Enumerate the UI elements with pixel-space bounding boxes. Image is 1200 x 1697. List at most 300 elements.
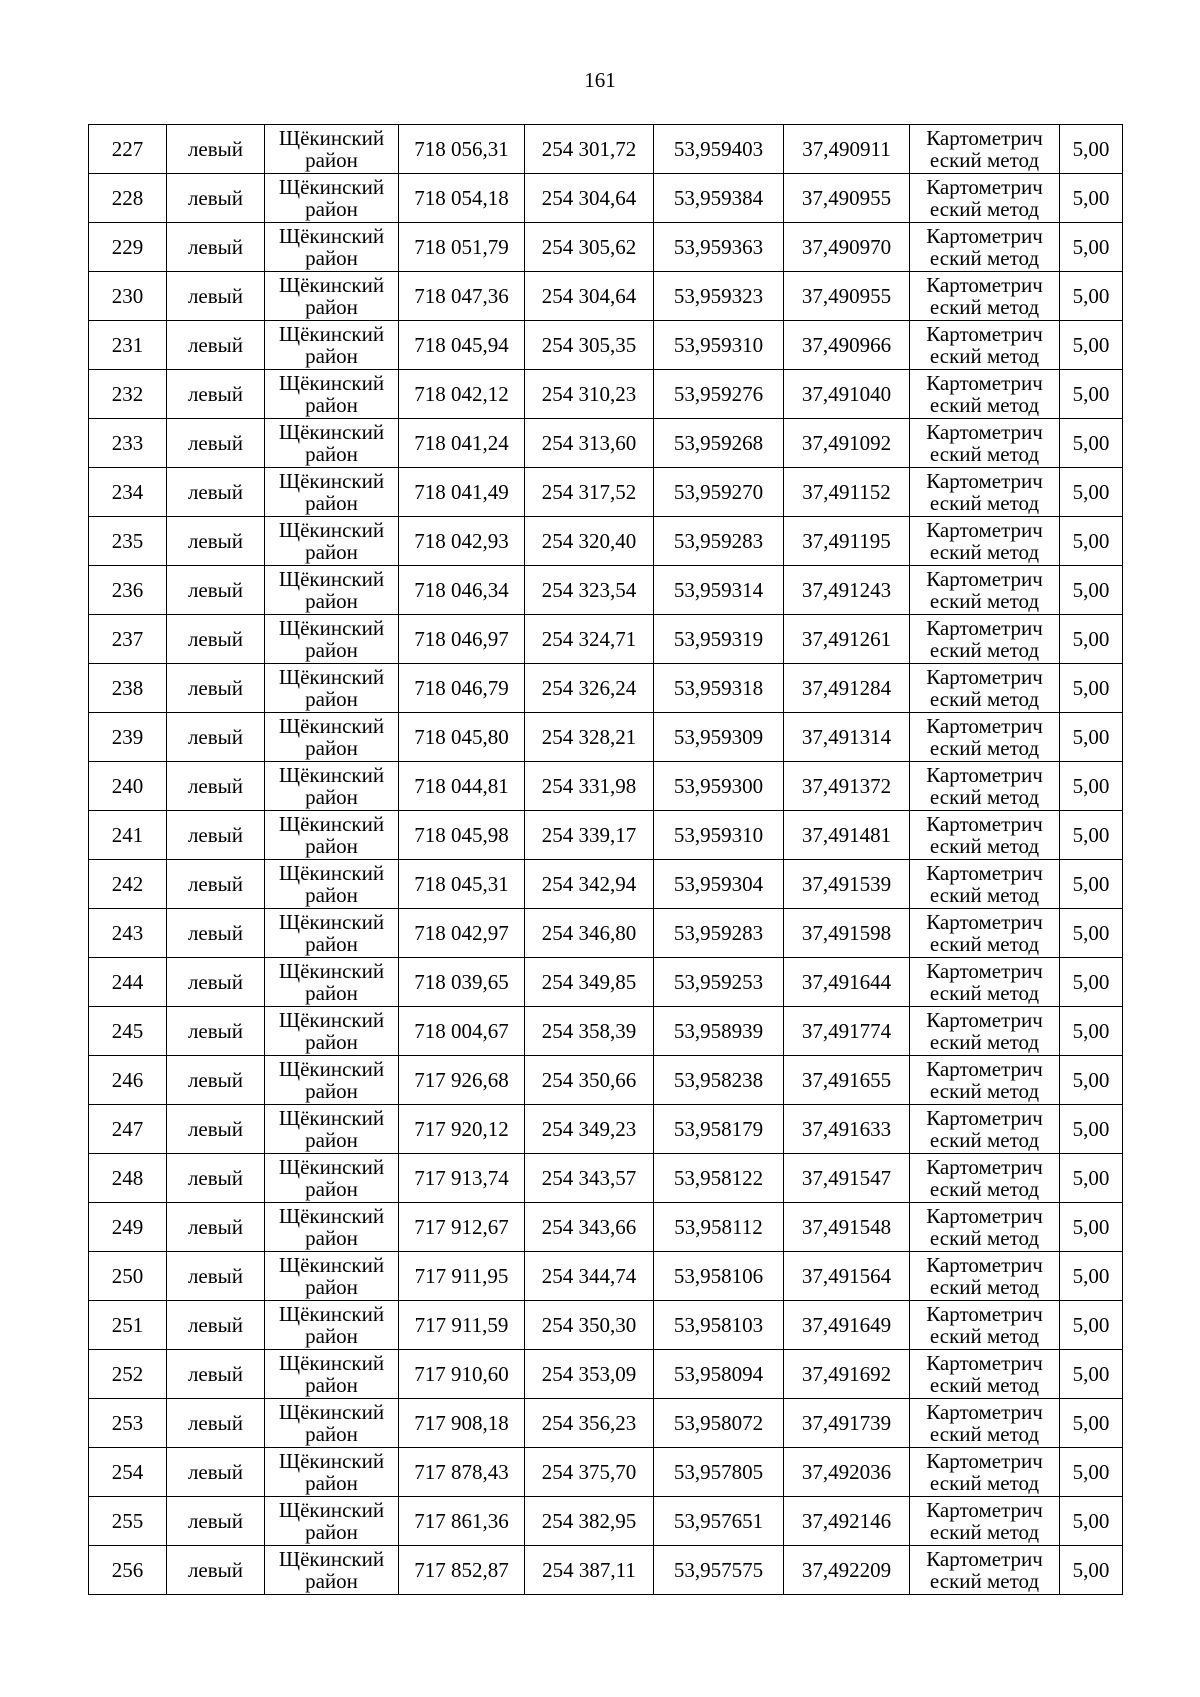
- point-number-cell: 248: [89, 1154, 167, 1203]
- district-line-2: район: [305, 687, 358, 711]
- method-line-1: Картометрич: [926, 1449, 1043, 1473]
- district-line-2: район: [305, 1226, 358, 1250]
- latitude-cell: 53,959403: [654, 125, 784, 174]
- table-row: [89, 811, 1123, 860]
- method-cell: [910, 958, 1060, 1007]
- method-line-2: еский метод: [929, 295, 1040, 319]
- table-row: [89, 664, 1123, 713]
- x-coordinate-cell: 718 051,79: [399, 223, 525, 272]
- district-line-2: район: [305, 1569, 358, 1593]
- accuracy-cell: 5,00: [1060, 1399, 1123, 1448]
- table-row: [89, 1252, 1123, 1301]
- district-cell: [265, 272, 399, 321]
- district-line-2: район: [305, 344, 358, 368]
- latitude-cell: 53,957575: [654, 1546, 784, 1595]
- method-cell: [910, 566, 1060, 615]
- method-line-1: Картометрич: [926, 665, 1043, 689]
- longitude-cell: 37,491539: [784, 860, 910, 909]
- y-coordinate-cell: 254 304,64: [525, 272, 654, 321]
- district-line-1: Щёкинский: [278, 518, 385, 542]
- longitude-cell: 37,491598: [784, 909, 910, 958]
- accuracy-cell: 5,00: [1060, 125, 1123, 174]
- longitude-cell: 37,491644: [784, 958, 910, 1007]
- side-cell: левый: [167, 321, 265, 370]
- method-line-1: Картометрич: [926, 763, 1043, 787]
- point-number-cell: 256: [89, 1546, 167, 1595]
- x-coordinate-cell: 717 852,87: [399, 1546, 525, 1595]
- x-coordinate-cell: 718 042,93: [399, 517, 525, 566]
- district-line-2: район: [305, 1373, 358, 1397]
- method-line-1: Картометрич: [926, 273, 1043, 297]
- method-line-1: Картометрич: [926, 1008, 1043, 1032]
- longitude-cell: 37,491655: [784, 1056, 910, 1105]
- latitude-cell: 53,959304: [654, 860, 784, 909]
- method-cell: [910, 321, 1060, 370]
- method-cell: [910, 272, 1060, 321]
- accuracy-cell: 5,00: [1060, 272, 1123, 321]
- accuracy-cell: 5,00: [1060, 468, 1123, 517]
- method-cell: [910, 1203, 1060, 1252]
- method-line-1: Картометрич: [926, 1351, 1043, 1375]
- method-line-1: Картометрич: [926, 959, 1043, 983]
- accuracy-cell: 5,00: [1060, 1546, 1123, 1595]
- latitude-cell: 53,957651: [654, 1497, 784, 1546]
- point-number-cell: 230: [89, 272, 167, 321]
- side-cell: левый: [167, 272, 265, 321]
- y-coordinate-cell: 254 310,23: [525, 370, 654, 419]
- method-line-1: Картометрич: [926, 910, 1043, 934]
- method-line-2: еский метод: [929, 1128, 1040, 1152]
- table-row: [89, 174, 1123, 223]
- point-number-cell: 243: [89, 909, 167, 958]
- method-cell: [910, 370, 1060, 419]
- district-line-1: Щёкинский: [278, 1057, 385, 1081]
- district-cell: [265, 419, 399, 468]
- accuracy-cell: 5,00: [1060, 909, 1123, 958]
- y-coordinate-cell: 254 343,66: [525, 1203, 654, 1252]
- y-coordinate-cell: 254 320,40: [525, 517, 654, 566]
- x-coordinate-cell: 718 041,24: [399, 419, 525, 468]
- longitude-cell: 37,490966: [784, 321, 910, 370]
- method-line-1: Картометрич: [926, 322, 1043, 346]
- district-line-1: Щёкинский: [278, 420, 385, 444]
- method-cell: [910, 1546, 1060, 1595]
- side-cell: левый: [167, 1301, 265, 1350]
- accuracy-cell: 5,00: [1060, 860, 1123, 909]
- longitude-cell: 37,491092: [784, 419, 910, 468]
- table-row: [89, 1399, 1123, 1448]
- side-cell: левый: [167, 1350, 265, 1399]
- table-row: [89, 1154, 1123, 1203]
- point-number-cell: 228: [89, 174, 167, 223]
- method-line-2: еский метод: [929, 540, 1040, 564]
- district-line-2: район: [305, 540, 358, 564]
- table-row: [89, 125, 1123, 174]
- method-cell: [910, 713, 1060, 762]
- district-line-1: Щёкинский: [278, 567, 385, 591]
- side-cell: левый: [167, 1399, 265, 1448]
- x-coordinate-cell: 717 911,95: [399, 1252, 525, 1301]
- longitude-cell: 37,491548: [784, 1203, 910, 1252]
- point-number-cell: 238: [89, 664, 167, 713]
- longitude-cell: 37,490911: [784, 125, 910, 174]
- coordinates-table: [88, 124, 1123, 1595]
- district-cell: [265, 223, 399, 272]
- latitude-cell: 53,959283: [654, 909, 784, 958]
- method-line-2: еский метод: [929, 834, 1040, 858]
- method-cell: [910, 615, 1060, 664]
- accuracy-cell: 5,00: [1060, 1154, 1123, 1203]
- x-coordinate-cell: 717 912,67: [399, 1203, 525, 1252]
- y-coordinate-cell: 254 350,30: [525, 1301, 654, 1350]
- y-coordinate-cell: 254 343,57: [525, 1154, 654, 1203]
- y-coordinate-cell: 254 353,09: [525, 1350, 654, 1399]
- method-line-2: еский метод: [929, 491, 1040, 515]
- table-row: [89, 958, 1123, 1007]
- method-line-2: еский метод: [929, 1275, 1040, 1299]
- district-cell: [265, 664, 399, 713]
- point-number-cell: 239: [89, 713, 167, 762]
- table-row: [89, 1546, 1123, 1595]
- method-line-2: еский метод: [929, 1324, 1040, 1348]
- y-coordinate-cell: 254 301,72: [525, 125, 654, 174]
- method-cell: [910, 1154, 1060, 1203]
- y-coordinate-cell: 254 350,66: [525, 1056, 654, 1105]
- x-coordinate-cell: 718 039,65: [399, 958, 525, 1007]
- accuracy-cell: 5,00: [1060, 664, 1123, 713]
- side-cell: левый: [167, 1546, 265, 1595]
- table-row: [89, 713, 1123, 762]
- accuracy-cell: 5,00: [1060, 1301, 1123, 1350]
- table-row: [89, 566, 1123, 615]
- method-line-1: Картометрич: [926, 224, 1043, 248]
- side-cell: левый: [167, 370, 265, 419]
- x-coordinate-cell: 718 056,31: [399, 125, 525, 174]
- x-coordinate-cell: 718 044,81: [399, 762, 525, 811]
- district-line-2: район: [305, 1128, 358, 1152]
- side-cell: левый: [167, 664, 265, 713]
- district-line-1: Щёкинский: [278, 861, 385, 885]
- latitude-cell: 53,959276: [654, 370, 784, 419]
- table-row: [89, 272, 1123, 321]
- y-coordinate-cell: 254 342,94: [525, 860, 654, 909]
- y-coordinate-cell: 254 305,35: [525, 321, 654, 370]
- method-cell: [910, 1448, 1060, 1497]
- longitude-cell: 37,491547: [784, 1154, 910, 1203]
- accuracy-cell: 5,00: [1060, 321, 1123, 370]
- point-number-cell: 241: [89, 811, 167, 860]
- x-coordinate-cell: 718 042,12: [399, 370, 525, 419]
- method-cell: [910, 468, 1060, 517]
- method-line-1: Картометрич: [926, 126, 1043, 150]
- latitude-cell: 53,958072: [654, 1399, 784, 1448]
- method-line-1: Картометрич: [926, 1302, 1043, 1326]
- method-line-2: еский метод: [929, 442, 1040, 466]
- point-number-cell: 234: [89, 468, 167, 517]
- district-cell: [265, 468, 399, 517]
- latitude-cell: 53,958179: [654, 1105, 784, 1154]
- district-line-1: Щёкинский: [278, 126, 385, 150]
- method-line-2: еский метод: [929, 1569, 1040, 1593]
- district-line-1: Щёкинский: [278, 1400, 385, 1424]
- district-line-2: район: [305, 246, 358, 270]
- method-line-1: Картометрич: [926, 861, 1043, 885]
- method-line-1: Картометрич: [926, 1253, 1043, 1277]
- x-coordinate-cell: 717 920,12: [399, 1105, 525, 1154]
- y-coordinate-cell: 254 375,70: [525, 1448, 654, 1497]
- longitude-cell: 37,491774: [784, 1007, 910, 1056]
- y-coordinate-cell: 254 349,23: [525, 1105, 654, 1154]
- x-coordinate-cell: 718 047,36: [399, 272, 525, 321]
- latitude-cell: 53,959310: [654, 811, 784, 860]
- x-coordinate-cell: 717 861,36: [399, 1497, 525, 1546]
- point-number-cell: 242: [89, 860, 167, 909]
- method-line-2: еский метод: [929, 736, 1040, 760]
- method-cell: [910, 517, 1060, 566]
- method-line-1: Картометрич: [926, 567, 1043, 591]
- point-number-cell: 235: [89, 517, 167, 566]
- side-cell: левый: [167, 615, 265, 664]
- point-number-cell: 232: [89, 370, 167, 419]
- table-row: [89, 517, 1123, 566]
- side-cell: левый: [167, 1007, 265, 1056]
- latitude-cell: 53,958939: [654, 1007, 784, 1056]
- longitude-cell: 37,490970: [784, 223, 910, 272]
- x-coordinate-cell: 718 045,80: [399, 713, 525, 762]
- longitude-cell: 37,490955: [784, 272, 910, 321]
- table-row: [89, 370, 1123, 419]
- longitude-cell: 37,491284: [784, 664, 910, 713]
- district-line-2: район: [305, 1079, 358, 1103]
- district-cell: [265, 713, 399, 762]
- y-coordinate-cell: 254 328,21: [525, 713, 654, 762]
- point-number-cell: 246: [89, 1056, 167, 1105]
- y-coordinate-cell: 254 313,60: [525, 419, 654, 468]
- point-number-cell: 253: [89, 1399, 167, 1448]
- table-row: [89, 909, 1123, 958]
- longitude-cell: 37,492036: [784, 1448, 910, 1497]
- district-cell: [265, 1154, 399, 1203]
- district-line-2: район: [305, 1030, 358, 1054]
- table-row: [89, 615, 1123, 664]
- longitude-cell: 37,492209: [784, 1546, 910, 1595]
- point-number-cell: 254: [89, 1448, 167, 1497]
- method-line-2: еский метод: [929, 344, 1040, 368]
- side-cell: левый: [167, 909, 265, 958]
- latitude-cell: 53,958122: [654, 1154, 784, 1203]
- y-coordinate-cell: 254 339,17: [525, 811, 654, 860]
- longitude-cell: 37,491372: [784, 762, 910, 811]
- method-line-1: Картометрич: [926, 714, 1043, 738]
- accuracy-cell: 5,00: [1060, 1350, 1123, 1399]
- method-cell: [910, 1252, 1060, 1301]
- latitude-cell: 53,959323: [654, 272, 784, 321]
- method-cell: [910, 1301, 1060, 1350]
- district-line-2: район: [305, 197, 358, 221]
- district-line-1: Щёкинский: [278, 175, 385, 199]
- method-line-2: еский метод: [929, 197, 1040, 221]
- district-line-1: Щёкинский: [278, 1351, 385, 1375]
- table-row: [89, 1448, 1123, 1497]
- accuracy-cell: 5,00: [1060, 811, 1123, 860]
- x-coordinate-cell: 717 878,43: [399, 1448, 525, 1497]
- longitude-cell: 37,492146: [784, 1497, 910, 1546]
- district-cell: [265, 1105, 399, 1154]
- y-coordinate-cell: 254 346,80: [525, 909, 654, 958]
- method-cell: [910, 223, 1060, 272]
- accuracy-cell: 5,00: [1060, 1497, 1123, 1546]
- district-line-2: район: [305, 393, 358, 417]
- longitude-cell: 37,491633: [784, 1105, 910, 1154]
- point-number-cell: 247: [89, 1105, 167, 1154]
- district-cell: [265, 370, 399, 419]
- district-cell: [265, 1301, 399, 1350]
- district-line-1: Щёкинский: [278, 812, 385, 836]
- method-line-1: Картометрич: [926, 1155, 1043, 1179]
- latitude-cell: 53,959270: [654, 468, 784, 517]
- district-cell: [265, 1056, 399, 1105]
- latitude-cell: 53,958103: [654, 1301, 784, 1350]
- method-line-2: еский метод: [929, 1520, 1040, 1544]
- longitude-cell: 37,491739: [784, 1399, 910, 1448]
- accuracy-cell: 5,00: [1060, 419, 1123, 468]
- method-line-1: Картометрич: [926, 518, 1043, 542]
- latitude-cell: 53,958112: [654, 1203, 784, 1252]
- side-cell: левый: [167, 419, 265, 468]
- accuracy-cell: 5,00: [1060, 1203, 1123, 1252]
- table-row: [89, 1056, 1123, 1105]
- district-cell: [265, 517, 399, 566]
- point-number-cell: 227: [89, 125, 167, 174]
- method-line-2: еский метод: [929, 638, 1040, 662]
- table-row: [89, 1203, 1123, 1252]
- district-line-1: Щёкинский: [278, 1253, 385, 1277]
- side-cell: левый: [167, 223, 265, 272]
- table-row: [89, 223, 1123, 272]
- side-cell: левый: [167, 958, 265, 1007]
- district-cell: [265, 1007, 399, 1056]
- y-coordinate-cell: 254 344,74: [525, 1252, 654, 1301]
- district-line-2: район: [305, 638, 358, 662]
- district-cell: [265, 958, 399, 1007]
- district-line-1: Щёкинский: [278, 273, 385, 297]
- district-line-1: Щёкинский: [278, 469, 385, 493]
- latitude-cell: 53,958094: [654, 1350, 784, 1399]
- side-cell: левый: [167, 174, 265, 223]
- district-cell: [265, 125, 399, 174]
- side-cell: левый: [167, 125, 265, 174]
- accuracy-cell: 5,00: [1060, 958, 1123, 1007]
- district-cell: [265, 1546, 399, 1595]
- side-cell: левый: [167, 1252, 265, 1301]
- table-row: [89, 1105, 1123, 1154]
- y-coordinate-cell: 254 349,85: [525, 958, 654, 1007]
- x-coordinate-cell: 718 046,97: [399, 615, 525, 664]
- district-cell: [265, 566, 399, 615]
- y-coordinate-cell: 254 304,64: [525, 174, 654, 223]
- district-line-2: район: [305, 589, 358, 613]
- x-coordinate-cell: 718 054,18: [399, 174, 525, 223]
- x-coordinate-cell: 717 913,74: [399, 1154, 525, 1203]
- y-coordinate-cell: 254 356,23: [525, 1399, 654, 1448]
- district-line-1: Щёкинский: [278, 1204, 385, 1228]
- accuracy-cell: 5,00: [1060, 1105, 1123, 1154]
- y-coordinate-cell: 254 324,71: [525, 615, 654, 664]
- method-line-2: еский метод: [929, 1226, 1040, 1250]
- district-cell: [265, 860, 399, 909]
- longitude-cell: 37,491040: [784, 370, 910, 419]
- point-number-cell: 231: [89, 321, 167, 370]
- accuracy-cell: 5,00: [1060, 1252, 1123, 1301]
- method-cell: [910, 860, 1060, 909]
- latitude-cell: 53,959384: [654, 174, 784, 223]
- side-cell: левый: [167, 1056, 265, 1105]
- method-line-2: еский метод: [929, 883, 1040, 907]
- latitude-cell: 53,959363: [654, 223, 784, 272]
- accuracy-cell: 5,00: [1060, 1448, 1123, 1497]
- method-line-2: еский метод: [929, 785, 1040, 809]
- table-row: [89, 468, 1123, 517]
- method-line-2: еский метод: [929, 1079, 1040, 1103]
- side-cell: левый: [167, 1154, 265, 1203]
- side-cell: левый: [167, 566, 265, 615]
- table-row: [89, 321, 1123, 370]
- method-line-1: Картометрич: [926, 371, 1043, 395]
- x-coordinate-cell: 718 045,31: [399, 860, 525, 909]
- point-number-cell: 255: [89, 1497, 167, 1546]
- method-line-1: Картометрич: [926, 420, 1043, 444]
- accuracy-cell: 5,00: [1060, 615, 1123, 664]
- accuracy-cell: 5,00: [1060, 1056, 1123, 1105]
- method-line-2: еский метод: [929, 1373, 1040, 1397]
- method-line-2: еский метод: [929, 393, 1040, 417]
- method-line-2: еский метод: [929, 981, 1040, 1005]
- latitude-cell: 53,959283: [654, 517, 784, 566]
- district-line-2: район: [305, 981, 358, 1005]
- point-number-cell: 252: [89, 1350, 167, 1399]
- district-line-2: район: [305, 1275, 358, 1299]
- latitude-cell: 53,958238: [654, 1056, 784, 1105]
- district-cell: [265, 1497, 399, 1546]
- method-cell: [910, 1350, 1060, 1399]
- method-line-2: еский метод: [929, 1422, 1040, 1446]
- method-cell: [910, 1056, 1060, 1105]
- district-cell: [265, 1399, 399, 1448]
- latitude-cell: 53,959268: [654, 419, 784, 468]
- accuracy-cell: 5,00: [1060, 223, 1123, 272]
- method-line-1: Картометрич: [926, 812, 1043, 836]
- method-cell: [910, 1497, 1060, 1546]
- side-cell: левый: [167, 517, 265, 566]
- page-number: 161: [584, 68, 616, 92]
- method-cell: [910, 811, 1060, 860]
- y-coordinate-cell: 254 326,24: [525, 664, 654, 713]
- x-coordinate-cell: 718 045,94: [399, 321, 525, 370]
- district-line-1: Щёкинский: [278, 1498, 385, 1522]
- y-coordinate-cell: 254 317,52: [525, 468, 654, 517]
- table-body: [89, 125, 1123, 1595]
- district-line-1: Щёкинский: [278, 616, 385, 640]
- district-line-1: Щёкинский: [278, 1449, 385, 1473]
- district-line-1: Щёкинский: [278, 763, 385, 787]
- method-line-1: Картометрич: [926, 1204, 1043, 1228]
- district-cell: [265, 615, 399, 664]
- district-line-1: Щёкинский: [278, 1155, 385, 1179]
- district-cell: [265, 1203, 399, 1252]
- district-line-2: район: [305, 295, 358, 319]
- district-line-1: Щёкинский: [278, 1008, 385, 1032]
- district-line-2: район: [305, 1177, 358, 1201]
